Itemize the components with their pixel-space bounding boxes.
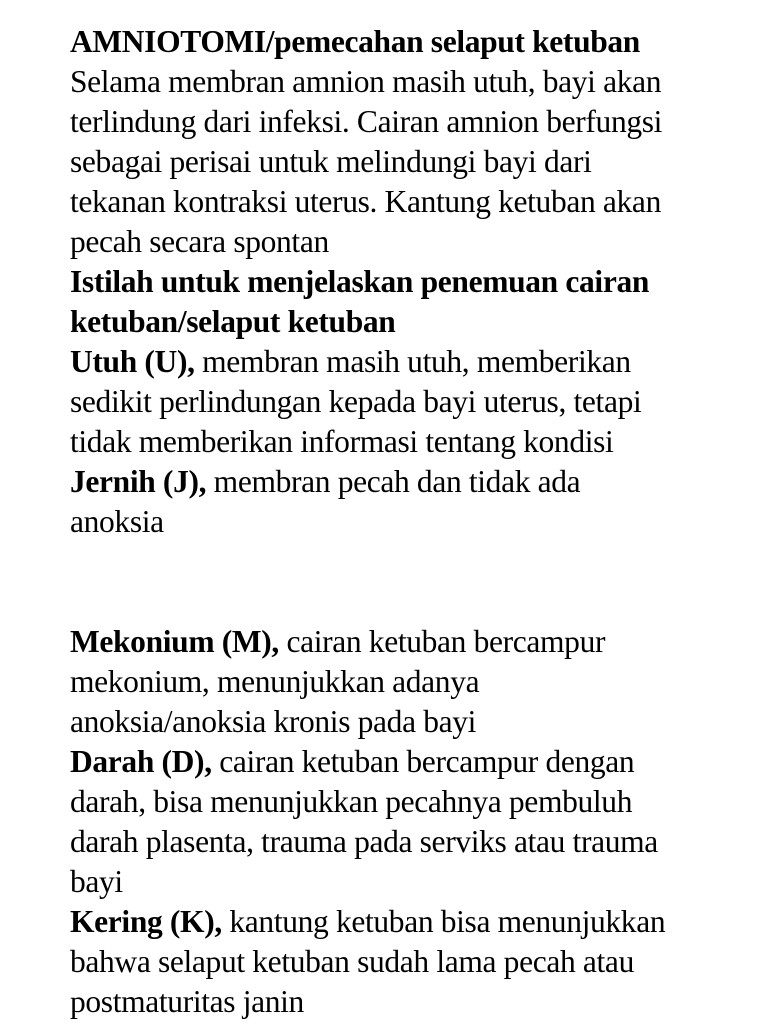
- term-line: [70, 462, 760, 502]
- subheading-line: ketuban/selaput ketuban: [70, 304, 396, 339]
- intro-line: terlindung dari infeksi. Cairan amnion berfungsi: [70, 104, 663, 139]
- intro-paragraph: [70, 62, 760, 262]
- term-description-line: anoksia/anoksia kronis pada bayi: [70, 704, 477, 739]
- term-description-line: mekonium, menunjukkan adanya: [70, 664, 480, 699]
- document-page: [70, 22, 760, 1022]
- term-label: Darah (D),: [70, 744, 212, 779]
- term-description: cairan ketuban bercampur dengan: [211, 744, 635, 779]
- term-kering: [70, 902, 760, 1022]
- term-description-line: bayi: [70, 864, 123, 899]
- term-description-line: postmaturitas janin: [70, 984, 304, 1019]
- term-description: cairan ketuban bercampur: [278, 624, 606, 659]
- term-label: Jernih (J),: [70, 464, 207, 499]
- term-label: Utuh (U),: [70, 344, 195, 379]
- term-line: [70, 622, 760, 662]
- term-darah: [70, 742, 760, 902]
- term-description: membran masih utuh, memberikan: [194, 344, 631, 379]
- term-description-line: tidak memberikan informasi tentang kondisi: [70, 424, 614, 459]
- term-description-line: darah plasenta, trauma pada serviks atau trauma: [70, 824, 658, 859]
- intro-line: Selama membran amnion masih utuh, bayi akan: [70, 64, 662, 99]
- term-description: kantung ketuban bisa menunjukkan: [221, 904, 666, 939]
- term-description-line: darah, bisa menunjukkan pecahnya pembuluh: [70, 784, 633, 819]
- term-label: Mekonium (M),: [70, 624, 279, 659]
- intro-line: tekanan kontraksi uterus. Kantung ketuban akan: [70, 184, 661, 219]
- term-line: [70, 342, 760, 382]
- term-description: membran pecah dan tidak ada: [206, 464, 581, 499]
- section-subheading: [70, 262, 760, 342]
- term-mekonium: [70, 622, 760, 742]
- term-description-line: sedikit perlindungan kepada bayi uterus, tetapi: [70, 384, 642, 419]
- subheading-line: Istilah untuk menjelaskan penemuan cairan: [70, 264, 650, 299]
- intro-line: sebagai perisai untuk melindungi bayi dari: [70, 144, 592, 179]
- term-description-line: anoksia: [70, 504, 164, 539]
- term-line: [70, 902, 760, 942]
- intro-line: pecah secara spontan: [70, 224, 329, 259]
- paragraph-gap: [70, 542, 760, 622]
- term-description-line: bahwa selaput ketuban sudah lama pecah atau: [70, 944, 634, 979]
- term-utuh: [70, 342, 760, 462]
- term-label: Kering (K),: [70, 904, 222, 939]
- term-line: [70, 742, 760, 782]
- document-title: AMNIOTOMI/pemecahan selaput ketuban: [70, 24, 640, 59]
- term-jernih: [70, 462, 760, 542]
